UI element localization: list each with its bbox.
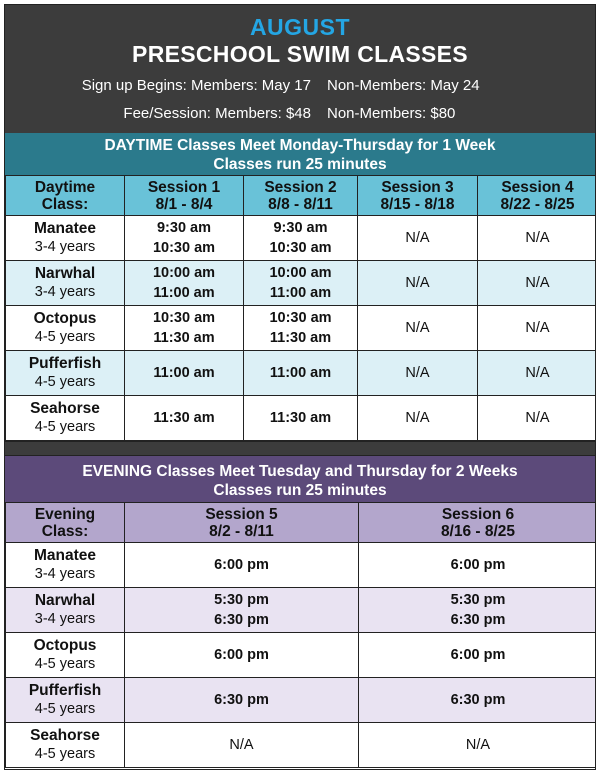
month-heading: AUGUST <box>249 14 351 40</box>
class-age: 4-5 years <box>34 701 96 717</box>
class-age: 3-4 years <box>34 566 96 582</box>
class-name: Octopus <box>33 310 97 327</box>
class-name: Pufferfish <box>28 682 102 699</box>
time-cell <box>478 216 597 261</box>
time-value: 6:30 pm <box>450 612 506 628</box>
time-cell <box>244 261 358 306</box>
header-line: Session 3 <box>381 178 454 196</box>
header-line: Session 6 <box>441 505 515 523</box>
daytime-schedule-table <box>5 175 596 441</box>
time-cell <box>478 306 597 351</box>
evening-session-header <box>125 503 359 543</box>
time-cell <box>125 261 244 306</box>
class-cell <box>6 351 125 396</box>
daytime-session-header <box>125 176 244 216</box>
class-name: Manatee <box>33 547 97 564</box>
class-age: 3-4 years <box>34 611 96 627</box>
class-name: Manatee <box>33 220 97 237</box>
time-cell <box>125 216 244 261</box>
time-cell <box>358 351 478 396</box>
header-line: Daytime <box>34 178 96 196</box>
time-cell <box>478 351 597 396</box>
time-value: 11:00 am <box>269 285 332 301</box>
header-line: Session 2 <box>264 178 337 196</box>
class-name: Seahorse <box>30 400 100 417</box>
header-line: 8/2 - 8/11 <box>209 522 274 540</box>
time-value: 6:30 pm <box>450 692 506 708</box>
time-cell <box>359 723 597 768</box>
time-cell <box>125 588 359 633</box>
time-cell <box>359 543 597 588</box>
signup-members: Sign up Begins: Members: May 17 <box>81 77 311 94</box>
class-cell <box>6 216 125 261</box>
header-line: 8/15 - 8/18 <box>380 195 455 213</box>
class-cell <box>6 306 125 351</box>
evening-banner <box>5 456 595 502</box>
daytime-class-header <box>6 176 125 216</box>
time-cell <box>358 396 478 441</box>
time-value: 6:00 pm <box>450 557 506 573</box>
header-line: 8/8 - 8/11 <box>268 195 333 213</box>
time-value: 11:00 am <box>153 365 215 381</box>
signup-nonmembers: Non-Members: May 24 <box>327 77 480 94</box>
time-value: N/A <box>405 365 430 381</box>
time-value: 10:30 am <box>269 240 332 256</box>
time-value: 9:30 am <box>273 220 328 236</box>
class-age: 4-5 years <box>34 746 96 762</box>
class-cell <box>6 678 125 723</box>
time-value: 6:00 pm <box>450 647 506 663</box>
header-line: Session 4 <box>501 178 574 196</box>
table-row <box>6 261 597 306</box>
time-cell <box>125 396 244 441</box>
time-cell <box>244 351 358 396</box>
time-cell <box>244 216 358 261</box>
signup-dates <box>5 76 595 95</box>
time-value: N/A <box>405 275 430 291</box>
daytime-banner-line1: DAYTIME Classes Meet Monday-Thursday for 1 Week <box>104 137 496 154</box>
class-name: Narwhal <box>34 592 96 609</box>
time-cell <box>478 261 597 306</box>
swim-schedule-flyer <box>4 4 596 770</box>
time-value: N/A <box>465 737 491 753</box>
table-row <box>6 678 597 723</box>
header-line: 8/22 - 8/25 <box>500 195 575 213</box>
header-line: 8/16 - 8/25 <box>440 522 516 540</box>
flyer-header <box>5 5 595 133</box>
section-divider <box>5 441 595 456</box>
time-value: 11:30 am <box>269 330 332 346</box>
header-line: Session 1 <box>147 178 221 196</box>
evening-banner-line1: EVENING Classes Meet Tuesday and Thursday for 2 Weeks <box>82 463 518 480</box>
class-cell <box>6 396 125 441</box>
time-value: 5:30 pm <box>450 592 506 608</box>
time-value: 10:00 am <box>152 265 216 281</box>
time-value: 11:00 am <box>269 365 332 381</box>
time-cell <box>244 396 358 441</box>
header-line: 8/1 - 8/4 <box>155 195 213 213</box>
fee-info <box>5 104 595 123</box>
time-value: N/A <box>405 410 430 426</box>
class-name: Narwhal <box>34 265 96 282</box>
time-value: 11:30 am <box>153 410 215 426</box>
table-row <box>6 588 597 633</box>
time-cell <box>125 306 244 351</box>
evening-banner-line2: Classes run 25 minutes <box>213 482 387 499</box>
time-cell <box>359 588 597 633</box>
class-cell <box>6 543 125 588</box>
daytime-banner-line2: Classes run 25 minutes <box>213 156 387 173</box>
header-line: Session 5 <box>205 505 278 523</box>
time-cell <box>358 216 478 261</box>
class-name: Pufferfish <box>28 355 102 372</box>
time-cell <box>358 261 478 306</box>
daytime-banner <box>5 133 595 175</box>
evening-schedule-table <box>5 502 596 768</box>
header-line: Class: <box>41 195 89 213</box>
class-age: 3-4 years <box>34 239 96 255</box>
daytime-session-header <box>244 176 358 216</box>
header-line: Evening <box>34 505 96 523</box>
daytime-session-header <box>478 176 597 216</box>
time-value: 10:00 am <box>269 265 332 281</box>
class-age: 3-4 years <box>34 284 96 300</box>
table-row <box>6 543 597 588</box>
time-cell <box>125 678 359 723</box>
time-value: 5:30 pm <box>214 592 269 608</box>
class-age: 4-5 years <box>34 419 96 435</box>
time-cell <box>125 543 359 588</box>
time-cell <box>125 351 244 396</box>
table-row <box>6 216 597 261</box>
class-cell <box>6 261 125 306</box>
time-value: 6:30 pm <box>214 692 269 708</box>
time-value: 11:30 am <box>269 410 332 426</box>
fee-members: Fee/Session: Members: $48 <box>123 105 311 122</box>
time-cell <box>359 678 597 723</box>
time-value: N/A <box>525 365 550 381</box>
time-cell <box>244 306 358 351</box>
table-row <box>6 723 597 768</box>
class-age: 4-5 years <box>34 374 96 390</box>
class-name: Octopus <box>33 637 97 654</box>
class-name: Seahorse <box>30 727 100 744</box>
time-value: N/A <box>525 230 550 246</box>
table-row <box>6 633 597 678</box>
time-value: N/A <box>525 320 550 336</box>
time-cell <box>359 633 597 678</box>
fee-nonmembers: Non-Members: $80 <box>327 105 456 122</box>
time-value: N/A <box>229 737 254 753</box>
time-value: 9:30 am <box>156 220 211 236</box>
class-cell <box>6 723 125 768</box>
page-title: PRESCHOOL SWIM CLASSES <box>132 41 468 67</box>
class-cell <box>6 588 125 633</box>
time-value: 11:00 am <box>153 285 215 301</box>
table-row <box>6 306 597 351</box>
time-cell <box>478 396 597 441</box>
time-cell <box>125 633 359 678</box>
class-age: 4-5 years <box>34 656 96 672</box>
class-age: 4-5 years <box>34 329 96 345</box>
evening-session-header <box>359 503 597 543</box>
evening-class-header <box>6 503 125 543</box>
time-value: 6:00 pm <box>214 647 269 663</box>
time-value: 10:30 am <box>269 310 332 326</box>
header-line: Class: <box>41 522 89 540</box>
time-value: 10:30 am <box>152 310 216 326</box>
time-value: N/A <box>525 410 550 426</box>
time-value: N/A <box>405 320 430 336</box>
time-value: 6:30 pm <box>214 612 269 628</box>
time-value: N/A <box>525 275 550 291</box>
time-value: 6:00 pm <box>214 557 269 573</box>
daytime-session-header <box>358 176 478 216</box>
time-value: 11:30 am <box>153 330 215 346</box>
time-cell <box>358 306 478 351</box>
time-value: N/A <box>405 230 430 246</box>
time-cell <box>125 723 359 768</box>
table-row <box>6 351 597 396</box>
table-row <box>6 396 597 441</box>
class-cell <box>6 633 125 678</box>
time-value: 10:30 am <box>152 240 216 256</box>
